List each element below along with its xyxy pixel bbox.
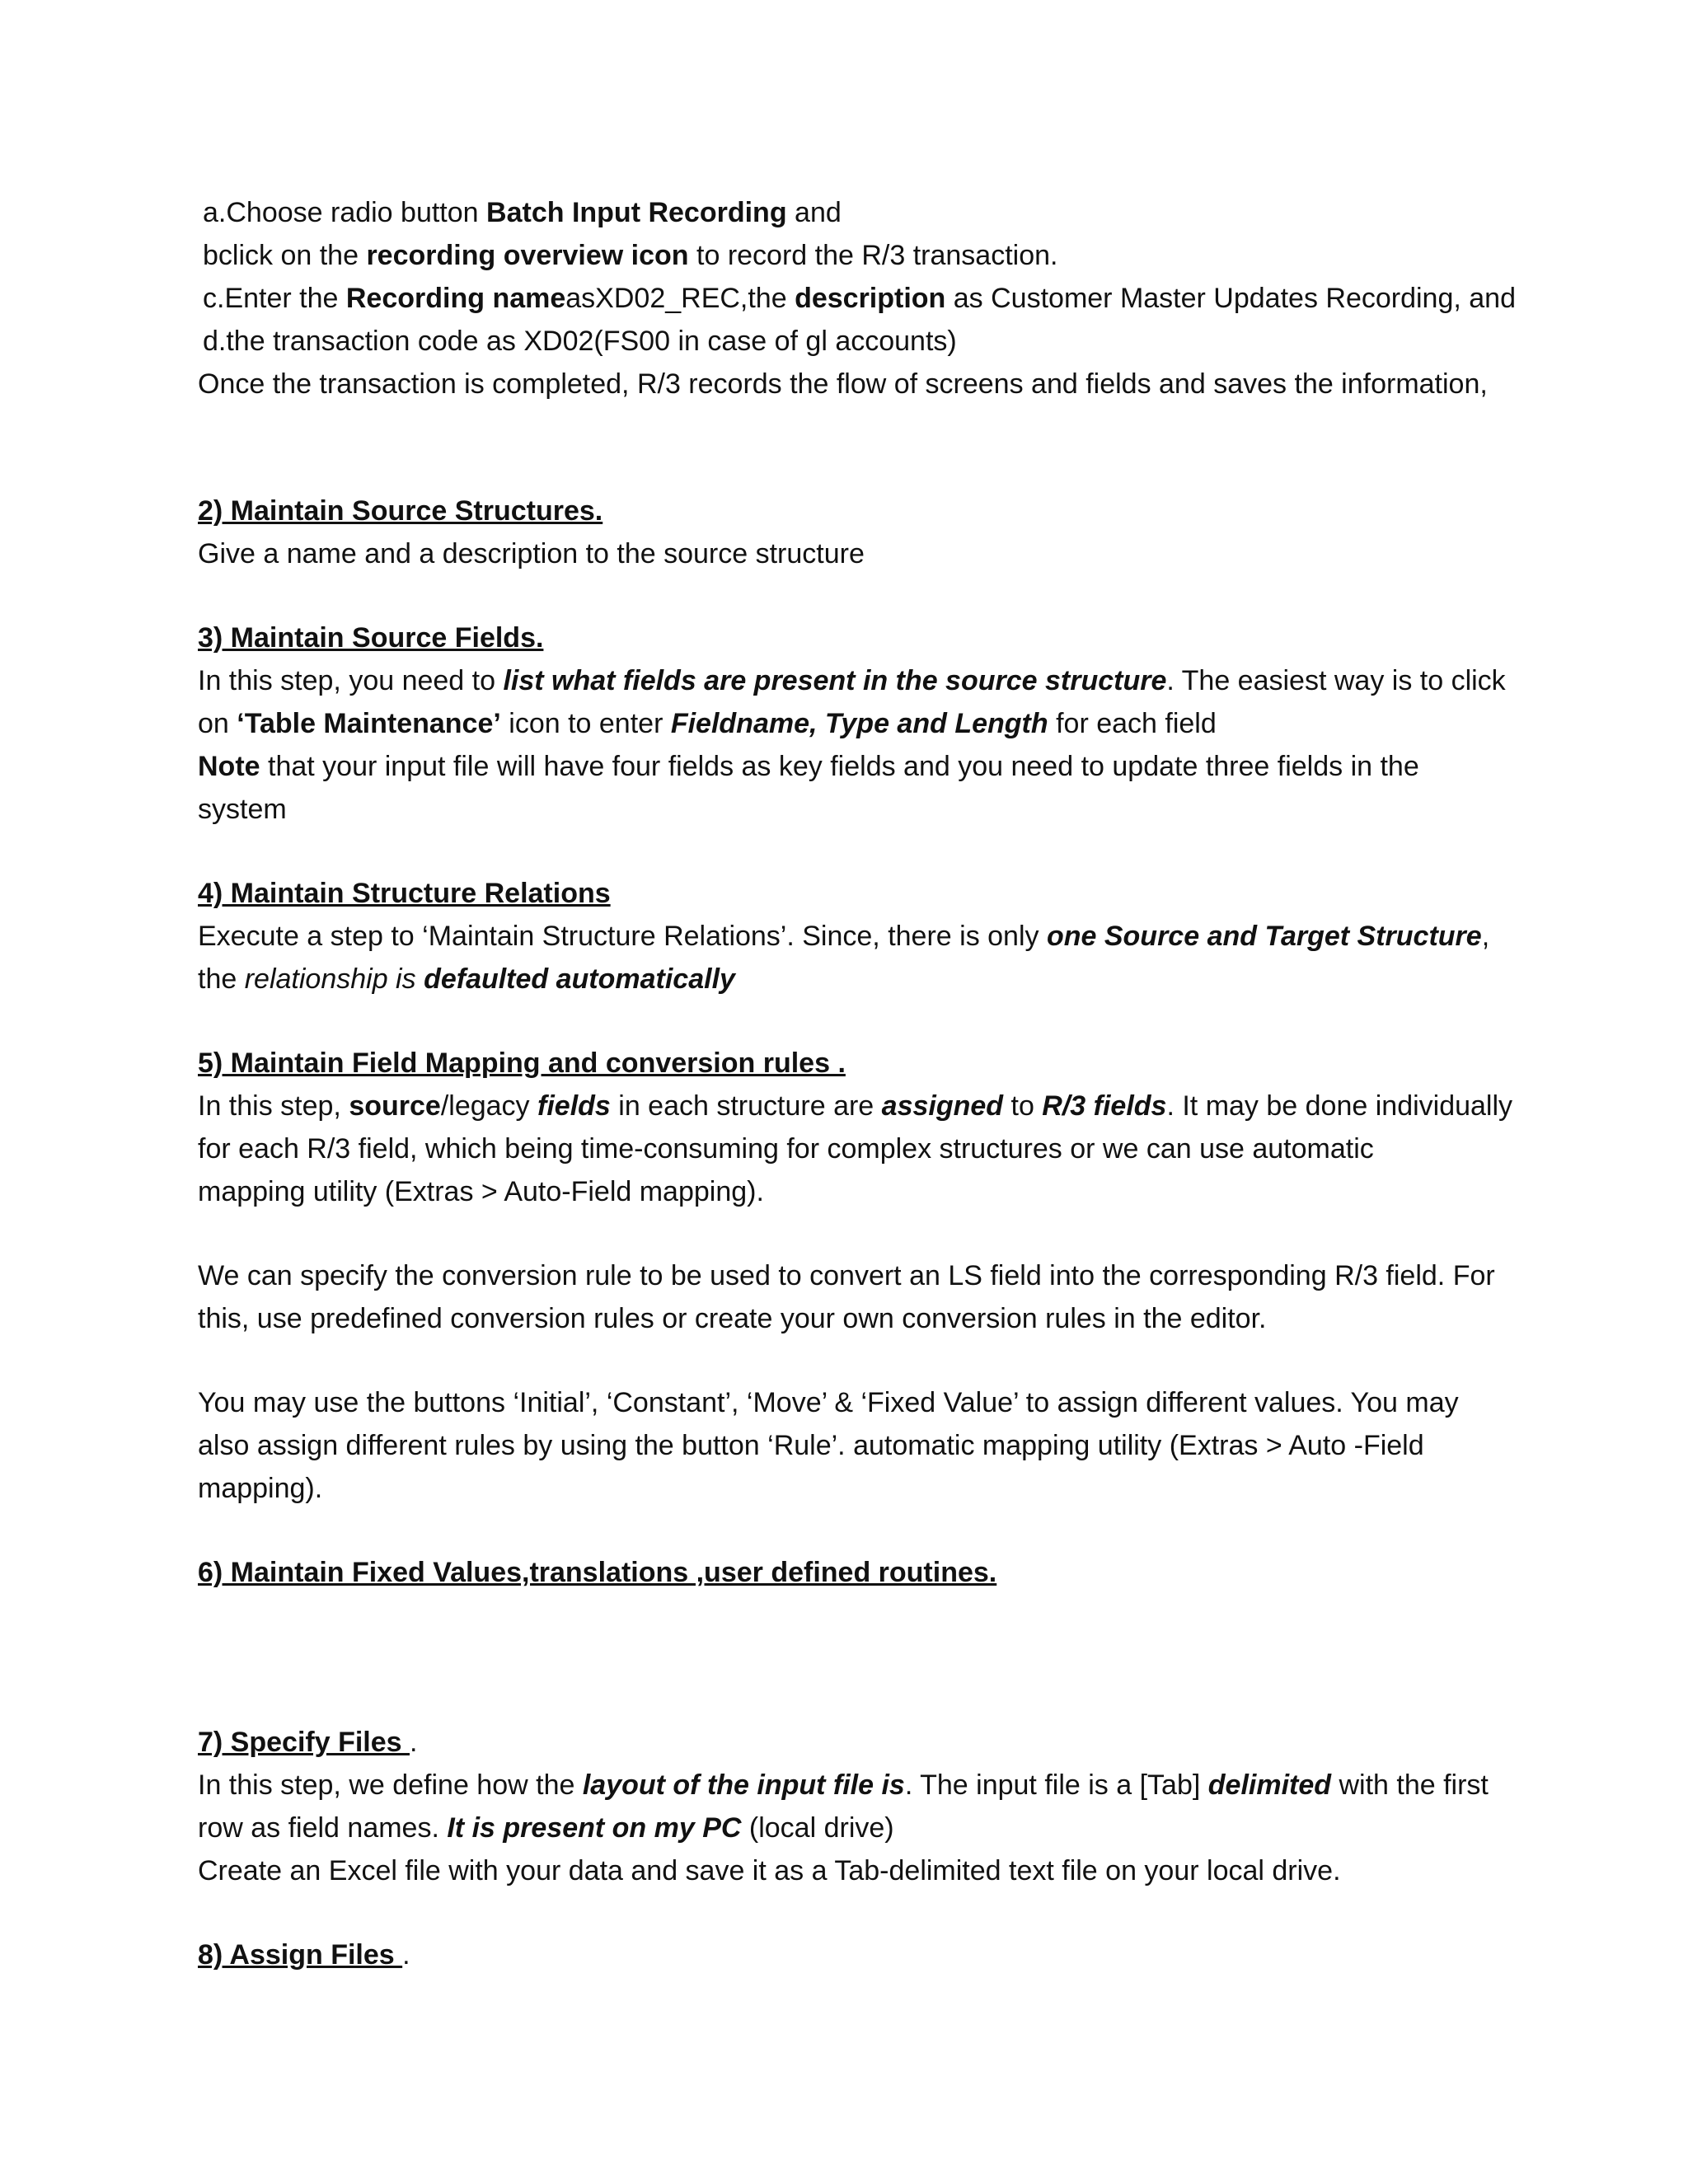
bold-italic-text: delimited (1207, 1769, 1332, 1801)
text: to record the R/3 transaction. (688, 240, 1058, 271)
section-5-line-1 (198, 1088, 1512, 1124)
text: (local drive) (741, 1812, 894, 1844)
text: c.Enter the (203, 283, 346, 314)
text: that your input file will have four fields as key fields and you need to update three fields in the (260, 751, 1419, 782)
text: . The easiest way is to click (1166, 665, 1506, 696)
section-7-heading: 7) Specify Files (198, 1727, 410, 1758)
bold-text: recording overview icon (366, 240, 689, 271)
section-7-heading-line (198, 1724, 417, 1760)
section-5-para-2-line-2: this, use predefined conversion rules or create your own conversion rules in the editor. (198, 1303, 1267, 1334)
bold-italic-text: Fieldname, Type and Length (670, 708, 1048, 739)
section-2-text: Give a name and a description to the source structure (198, 538, 865, 569)
section-2-heading: 2) Maintain Source Structures. (198, 495, 603, 527)
bold-text: ‘Table Maintenance’ (237, 708, 501, 739)
step-b-line (203, 237, 1057, 274)
bold-italic-text: one Source and Target Structure (1046, 921, 1482, 952)
text: , (1481, 921, 1490, 952)
text: . The input file is a [Tab] (904, 1769, 1208, 1801)
bold-text: Note (198, 751, 260, 782)
text: . It may be done individually (1166, 1090, 1513, 1122)
bold-text: Batch Input Recording (486, 197, 787, 228)
section-3-line-4: system (198, 794, 287, 825)
section-8-heading-line (198, 1937, 410, 1973)
step-d-line: d.the transaction code as XD02(FS00 in case of gl accounts) (203, 326, 957, 357)
text: in each structure are (610, 1090, 882, 1122)
bold-italic-text: It is present on my PC (447, 1812, 742, 1844)
bold-italic-text: assigned (881, 1090, 1004, 1122)
section-5-para-3-line-1: You may use the buttons ‘Initial’, ‘Constant’, ‘Move’ & ‘Fixed Value’ to assign different values. You may (198, 1387, 1459, 1418)
section-3-line-3 (198, 748, 1419, 785)
section-3-heading: 3) Maintain Source Fields. (198, 622, 544, 654)
section-5-para-3-line-3: mapping). (198, 1473, 323, 1504)
bold-italic-text: list what fields are present in the source structure (503, 665, 1167, 696)
bold-text: Recording name (345, 283, 566, 314)
section-7-line-1 (198, 1767, 1489, 1803)
section-7-line-2 (198, 1810, 894, 1846)
text: with the first (1331, 1769, 1489, 1801)
text: Execute a step to ‘Maintain Structure Relations’. Since, there is only (198, 921, 1047, 952)
bold-text: source (349, 1090, 441, 1122)
bold-italic-text: defaulted automatically (424, 963, 735, 995)
text: In this step, we define how the (198, 1769, 583, 1801)
step-a-line (203, 194, 842, 231)
section-3-line-1 (198, 663, 1506, 699)
bold-italic-text: layout of the input file is (582, 1769, 905, 1801)
text: on (198, 708, 237, 739)
section-7-line-3: Create an Excel file with your data and save it as a Tab-delimited text file on your local drive. (198, 1855, 1341, 1886)
step-c-line (203, 280, 1516, 316)
bold-italic-text: R/3 fields (1042, 1090, 1167, 1122)
section-5-line-3: mapping utility (Extras > Auto-Field mapping). (198, 1176, 764, 1207)
text: bclick on the (203, 240, 367, 271)
section-4-line-1 (198, 918, 1489, 954)
section-5-para-3-line-2: also assign different rules by using the button ‘Rule’. automatic mapping utility (Extras > Auto -Field (198, 1430, 1424, 1461)
text: row as field names. (198, 1812, 448, 1844)
text: to (1003, 1090, 1043, 1122)
text: for each field (1048, 708, 1217, 739)
text: asXD02_REC,the (565, 283, 795, 314)
section-5-heading: 5) Maintain Field Mapping and conversion rules . (198, 1047, 846, 1079)
section-8-heading: 8) Assign Files (198, 1939, 403, 1971)
text: In this step, (198, 1090, 349, 1122)
bold-italic-text: fields (537, 1090, 611, 1122)
section-5-para-2-line-1: We can specify the conversion rule to be used to convert an LS field into the corresponding R/3 field. For (198, 1260, 1495, 1291)
section-6-heading: 6) Maintain Fixed Values,translations ,user defined routines. (198, 1557, 997, 1588)
section-3-line-2 (198, 705, 1217, 742)
once-completed-line: Once the transaction is completed, R/3 records the flow of screens and fields and saves the information, (198, 368, 1488, 400)
text: icon to enter (500, 708, 671, 739)
italic-text: relationship is (244, 963, 424, 995)
section-4-heading: 4) Maintain Structure Relations (198, 878, 611, 909)
text: In this step, you need to (198, 665, 504, 696)
text: a.Choose radio button (203, 197, 487, 228)
text: /legacy (440, 1090, 538, 1122)
text: as Customer Master Updates Recording, and (945, 283, 1516, 314)
text: and (786, 197, 842, 228)
section-4-line-2 (198, 961, 735, 997)
text: the (198, 963, 245, 995)
section-5-line-2: for each R/3 field, which being time-consuming for complex structures or we can use automatic (198, 1133, 1374, 1165)
bold-text: description (795, 283, 946, 314)
text: . (402, 1939, 410, 1971)
text: . (410, 1727, 418, 1758)
